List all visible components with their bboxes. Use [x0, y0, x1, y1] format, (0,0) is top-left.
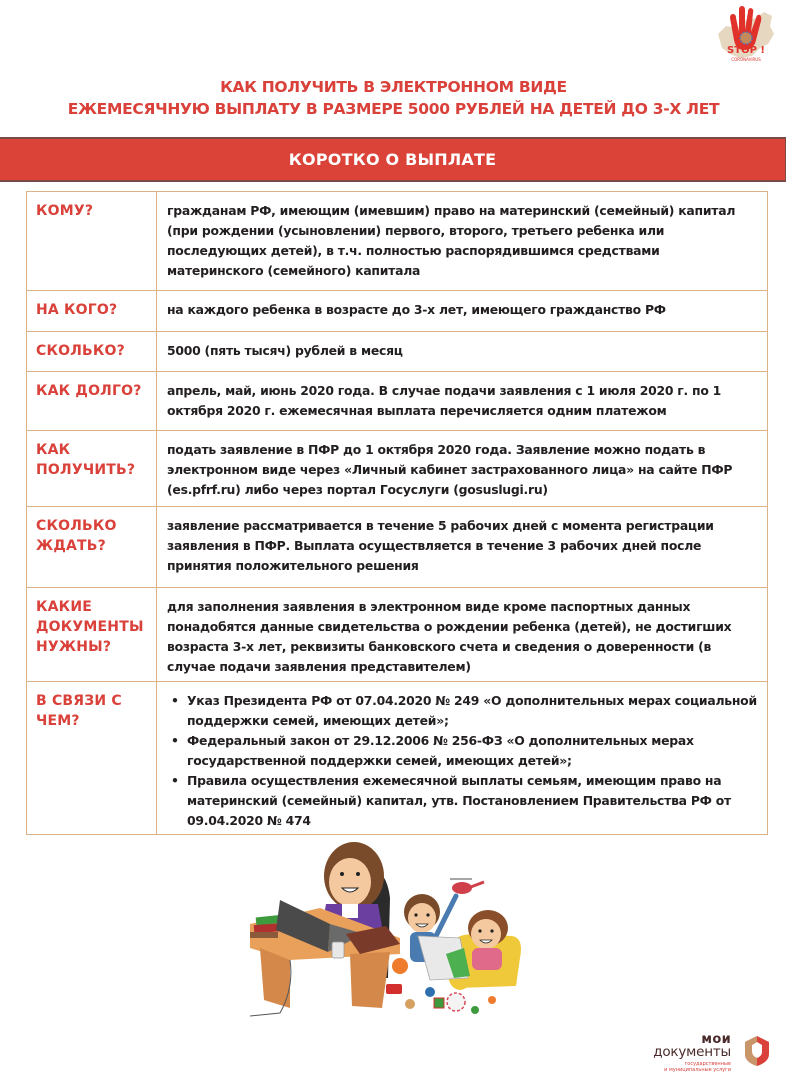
- bullet-icon: •: [171, 693, 179, 708]
- bullet-icon: •: [171, 773, 179, 788]
- row-value: для заполнения заявления в электронном виде кроме паспортных данных понадобятся данные свидетельства о рождении ребенка (детей), не достигших возраста 3-х лет, реквизиты банковского счета и сведения о доверенности (в случае подачи заявления представителем): [167, 599, 732, 674]
- title-line-1: КАК ПОЛУЧИТЬ В ЭЛЕКТРОННОМ ВИДЕ: [220, 78, 567, 96]
- row-label: В СВЯЗИ С ЧЕМ?: [27, 682, 157, 834]
- row-label: КОМУ?: [27, 192, 157, 290]
- bullet-icon: •: [171, 733, 179, 748]
- moi-dokumenty-logo: [655, 1030, 775, 1076]
- list-item: • Правила осуществления ежемесячной выплаты семьям, имеющим право на материнский (семейный) капитал, утв. Постановлением Правительства РФ от 09.04.2020 № 474: [171, 773, 731, 828]
- table-row: [27, 332, 767, 372]
- logo-coronavirus-text: CORONAVIRUS: [731, 57, 761, 62]
- row-label: СКОЛЬКО ЖДАТЬ?: [27, 507, 157, 587]
- row-value: гражданам РФ, имеющим (имевшим) право на материнский (семейный) капитал (при рождении (усыновлении) первого, второго, третьего ребенка или последующих детей), в т.ч. полностью распорядившимся средствами материнского (семейного) капитала: [167, 203, 736, 278]
- row-value: подать заявление в ПФР до 1 октября 2020 года. Заявление можно подать в электронном виде через «Личный кабинет застрахованного лица» на сайте ПФР (es.pfrf.ru) либо через портал Госуслуги (gosuslugi.ru): [167, 442, 733, 497]
- row-label: СКОЛЬКО?: [27, 332, 157, 371]
- toy-cube-icon: [434, 998, 444, 1008]
- boy-face-icon: [408, 903, 436, 933]
- list-item: • Указ Президента РФ от 07.04.2020 № 249 «О дополнительных мерах социальной поддержки семей, имеющих детей»;: [171, 693, 757, 728]
- row-value: 5000 (пять тысяч) рублей в месяц: [167, 343, 403, 358]
- legal-basis-list: [167, 691, 757, 831]
- logo-subtitle: государственные и муниципальные услуги: [664, 1061, 731, 1073]
- table-row: [27, 291, 767, 332]
- girl-face-icon: [471, 919, 501, 949]
- section-banner: КОРОТКО О ВЫПЛАТЕ: [0, 137, 786, 182]
- page-title: [0, 76, 787, 120]
- list-item: • Федеральный закон от 29.12.2006 № 256-ФЗ «О дополнительных мерах государственной поддержки семей, имеющих детей»;: [171, 733, 694, 768]
- row-value: на каждого ребенка в возрасте до 3-х лет, имеющего гражданство РФ: [167, 302, 666, 317]
- cup-icon: [332, 942, 344, 958]
- row-value: заявление рассматривается в течение 5 рабочих дней с момента регистрации заявления в ПФР. Выплата осуществляется в течение 3 рабочих дней после принятия положительного решения: [167, 518, 714, 573]
- row-value: апрель, май, июнь 2020 года. В случае подачи заявления с 1 июля 2020 г. по 1 октября 2020 г. ежемесячная выплата перечисляется одним платежом: [167, 383, 722, 418]
- doll-icon: [405, 999, 415, 1009]
- info-table: [26, 191, 768, 835]
- title-line-2: ЕЖЕМЕСЯЧНУЮ ВЫПЛАТУ В РАЗМЕРЕ 5000 РУБЛЕЙ НА ДЕТЕЙ ДО 3-Х ЛЕТ: [67, 100, 720, 118]
- ball-icon: [392, 958, 408, 974]
- girl-shirt-icon: [472, 948, 502, 970]
- dotted-ball-icon: [447, 993, 465, 1011]
- row-value: [157, 682, 767, 834]
- table-row: [27, 682, 767, 834]
- logo-line-1: мои: [701, 1032, 731, 1047]
- row-label: КАК ДОЛГО?: [27, 372, 157, 430]
- table-row: [27, 588, 767, 682]
- table-row: [27, 192, 767, 291]
- table-row: [27, 507, 767, 588]
- table-row: [27, 431, 767, 507]
- row-label: КАК ПОЛУЧИТЬ?: [27, 431, 157, 506]
- stop-coronavirus-logo: [712, 4, 776, 68]
- logo-stop-text: STOP !: [727, 45, 765, 56]
- shield-logo-icon: [743, 1034, 771, 1068]
- mother-face-icon: [329, 858, 371, 906]
- family-illustration: [250, 838, 550, 1018]
- logo-line-2: документы: [653, 1044, 731, 1060]
- row-label: НА КОГО?: [27, 291, 157, 331]
- toy-bus-icon: [386, 984, 402, 994]
- row-label: КАКИЕ ДОКУМЕНТЫ НУЖНЫ?: [27, 588, 157, 681]
- table-row: [27, 372, 767, 431]
